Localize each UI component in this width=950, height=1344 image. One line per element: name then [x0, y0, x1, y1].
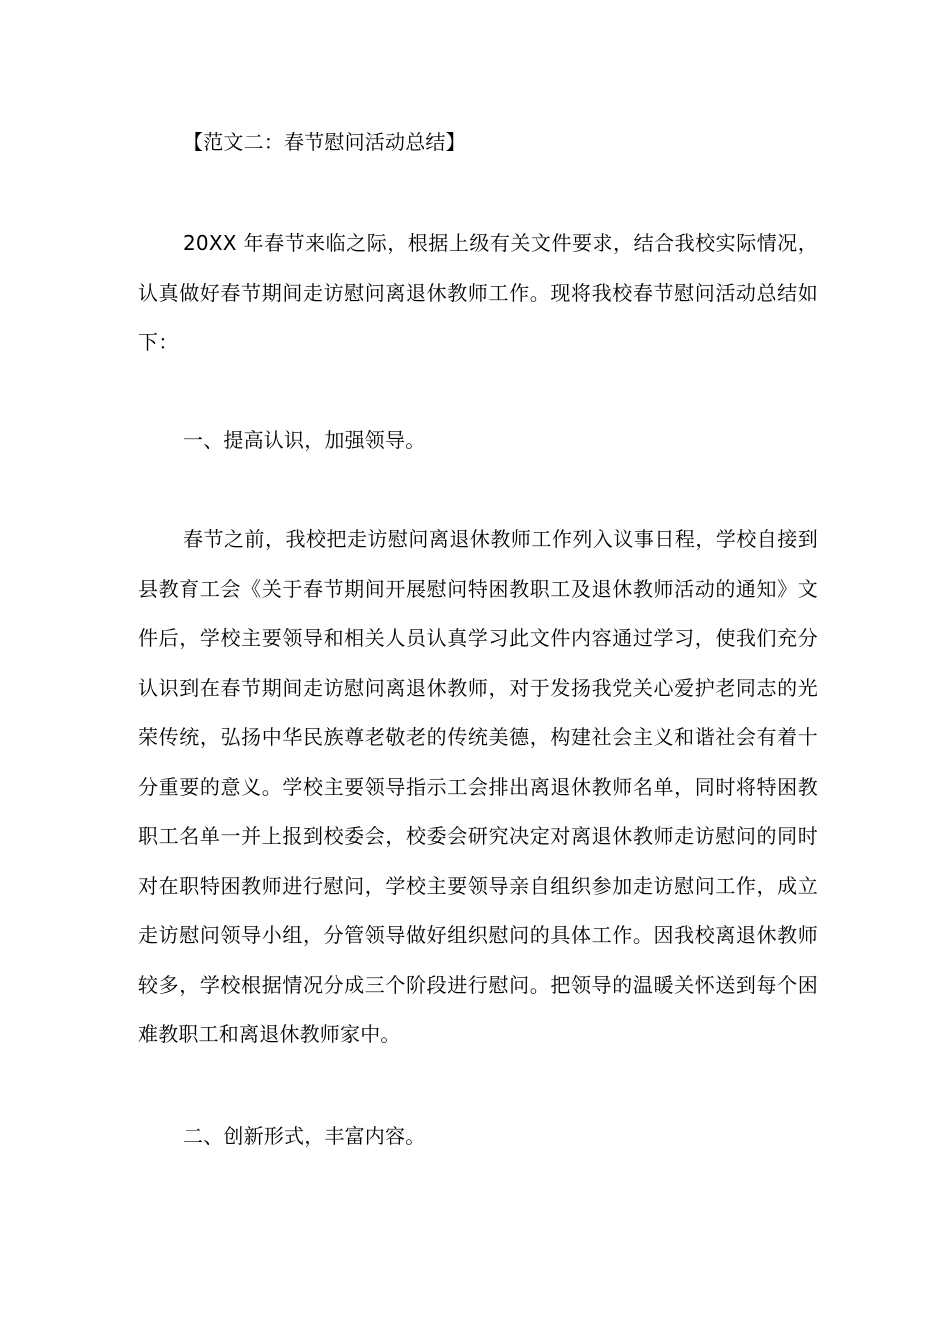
- section1-line-7: 职工名单一并上报到校委会，校委会研究决定对离退休教师走访慰问的同时: [138, 824, 818, 848]
- section1-line-3: 件后，学校主要领导和相关人员认真学习此文件内容通过学习，使我们充分: [138, 626, 818, 650]
- section1-line-8: 对在职特困教师进行慰问，学校主要领导亲自组织参加走访慰问工作，成立: [138, 874, 818, 898]
- document-heading: 【范文二：春节慰问活动总结】: [183, 130, 466, 154]
- intro-line-1: 20XX 年春节来临之际，根据上级有关文件要求，结合我校实际情况，: [183, 231, 818, 255]
- section1-line-11: 难教职工和离退休教师家中。: [138, 1022, 401, 1046]
- section1-line-5: 荣传统，弘扬中华民族尊老敬老的传统美德，构建社会主义和谐社会有着十: [138, 725, 818, 749]
- intro-line-3: 下：: [138, 330, 179, 354]
- intro-line-2: 认真做好春节期间走访慰问离退休教师工作。现将我校春节慰问活动总结如: [138, 281, 818, 305]
- section1-line-1: 春节之前，我校把走访慰问离退休教师工作列入议事日程，学校自接到: [183, 527, 818, 551]
- section1-line-4: 认识到在春节期间走访慰问离退休教师，对于发扬我党关心爱护老同志的光: [138, 676, 818, 700]
- section1-line-10: 较多，学校根据情况分成三个阶段进行慰问。把领导的温暖关怀送到每个困: [138, 973, 818, 997]
- section1-line-9: 走访慰问领导小组，分管领导做好组织慰问的具体工作。因我校离退休教师: [138, 923, 818, 947]
- section1-line-6: 分重要的意义。学校主要领导指示工会排出离退休教师名单，同时将特困教: [138, 775, 818, 799]
- section1-line-2: 县教育工会《关于春节期间开展慰问特困教职工及退休教师活动的通知》文: [138, 577, 818, 601]
- section2-title: 二、创新形式，丰富内容。: [183, 1124, 426, 1148]
- section1-title: 一、提高认识，加强领导。: [183, 428, 426, 452]
